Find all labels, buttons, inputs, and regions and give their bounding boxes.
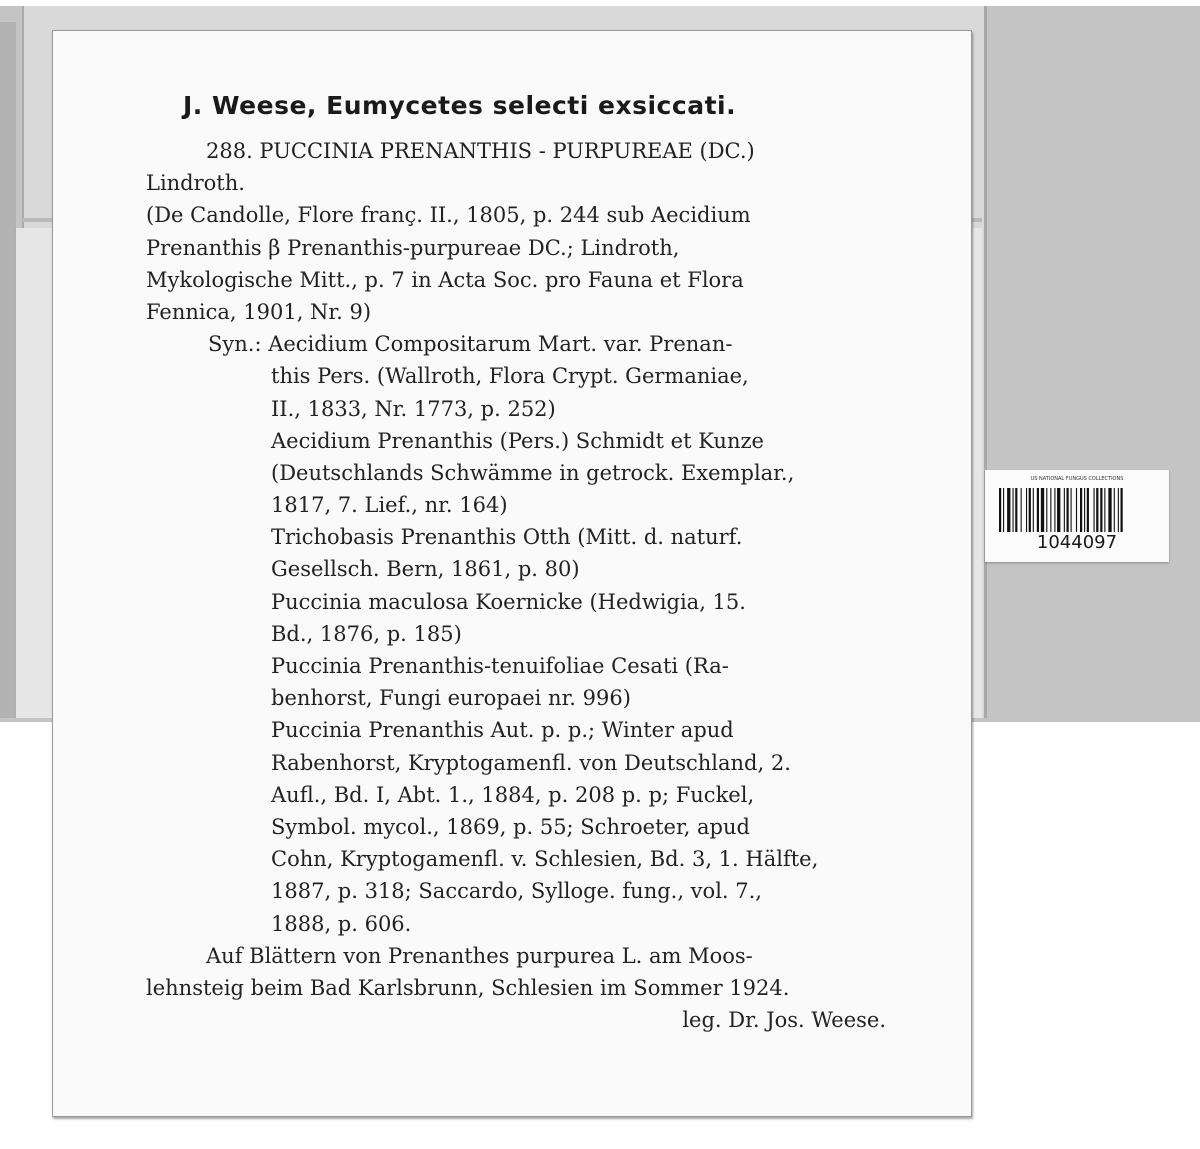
label-line: Puccinia maculosa Koernicke (Hedwigia, 15. <box>271 589 746 614</box>
label-line: Prenanthis β Prenanthis-purpureae DC.; Lindroth, <box>146 235 680 260</box>
label-line: Gesellsch. Bern, 1861, p. 80) <box>271 557 580 582</box>
label-title: J. Weese, Eumycetes selecti exsiccati. <box>183 91 737 120</box>
label-line: Aecidium Prenanthis (Pers.) Schmidt et Kunze <box>271 428 764 453</box>
specimen-label <box>52 30 972 1117</box>
label-line: Symbol. mycol., 1869, p. 55; Schroeter, apud <box>271 814 750 839</box>
label-body <box>146 135 886 1036</box>
label-line: 1817, 7. Lief., nr. 164) <box>271 493 508 518</box>
label-line: leg. Dr. Jos. Weese. <box>682 1008 886 1033</box>
label-line: 1887, p. 318; Saccardo, Sylloge. fung., vol. 7., <box>271 879 762 904</box>
label-line: Trichobasis Prenanthis Otth (Mitt. d. naturf. <box>271 525 743 550</box>
label-line: Aufl., Bd. I, Abt. 1., 1884, p. 208 p. p; Fuckel, <box>271 782 755 807</box>
label-line: (De Candolle, Flore franç. II., 1805, p. 244 sub Aecidium <box>146 203 751 228</box>
label-line: Rabenhorst, Kryptogamenfl. von Deutschland, 2. <box>271 750 791 775</box>
label-line: Lindroth. <box>146 171 245 196</box>
label-line: Mykologische Mitt., p. 7 in Acta Soc. pro Fauna et Flora <box>146 267 744 292</box>
barcode-number: 1044097 <box>1036 532 1118 553</box>
label-line: Puccinia Prenanthis Aut. p. p.; Winter apud <box>271 718 734 743</box>
label-line: 1888, p. 606. <box>271 911 412 936</box>
barcode-icon <box>999 488 1155 532</box>
label-line: 288. PUCCINIA PRENANTHIS - PURPUREAE (DC.) <box>206 139 755 163</box>
label-line: Auf Blättern von Prenanthes purpurea L. am Moos- <box>206 943 753 968</box>
label-line: lehnsteig beim Bad Karlsbrunn, Schlesien im Sommer 1924. <box>146 975 790 1000</box>
label-line: Syn.: Aecidium Compositarum Mart. var. Prenan- <box>208 332 733 357</box>
barcode-caption: US NATIONAL FUNGUS COLLECTIONS <box>1030 476 1124 482</box>
label-line: Fennica, 1901, Nr. 9) <box>146 299 372 324</box>
label-line: benhorst, Fungi europaei nr. 996) <box>271 686 631 711</box>
label-line: Bd., 1876, p. 185) <box>271 621 462 646</box>
label-line: II., 1833, Nr. 1773, p. 252) <box>271 396 556 421</box>
label-line: Cohn, Kryptogamenfl. v. Schlesien, Bd. 3, 1. Hälfte, <box>271 847 819 872</box>
label-line: this Pers. (Wallroth, Flora Crypt. Germaniae, <box>271 364 749 389</box>
barcode-sticker <box>985 470 1169 562</box>
label-line: (Deutschlands Schwämme in getrock. Exemplar., <box>271 460 795 485</box>
label-line: Puccinia Prenanthis-tenuifoliae Cesati (Ra- <box>271 654 729 678</box>
